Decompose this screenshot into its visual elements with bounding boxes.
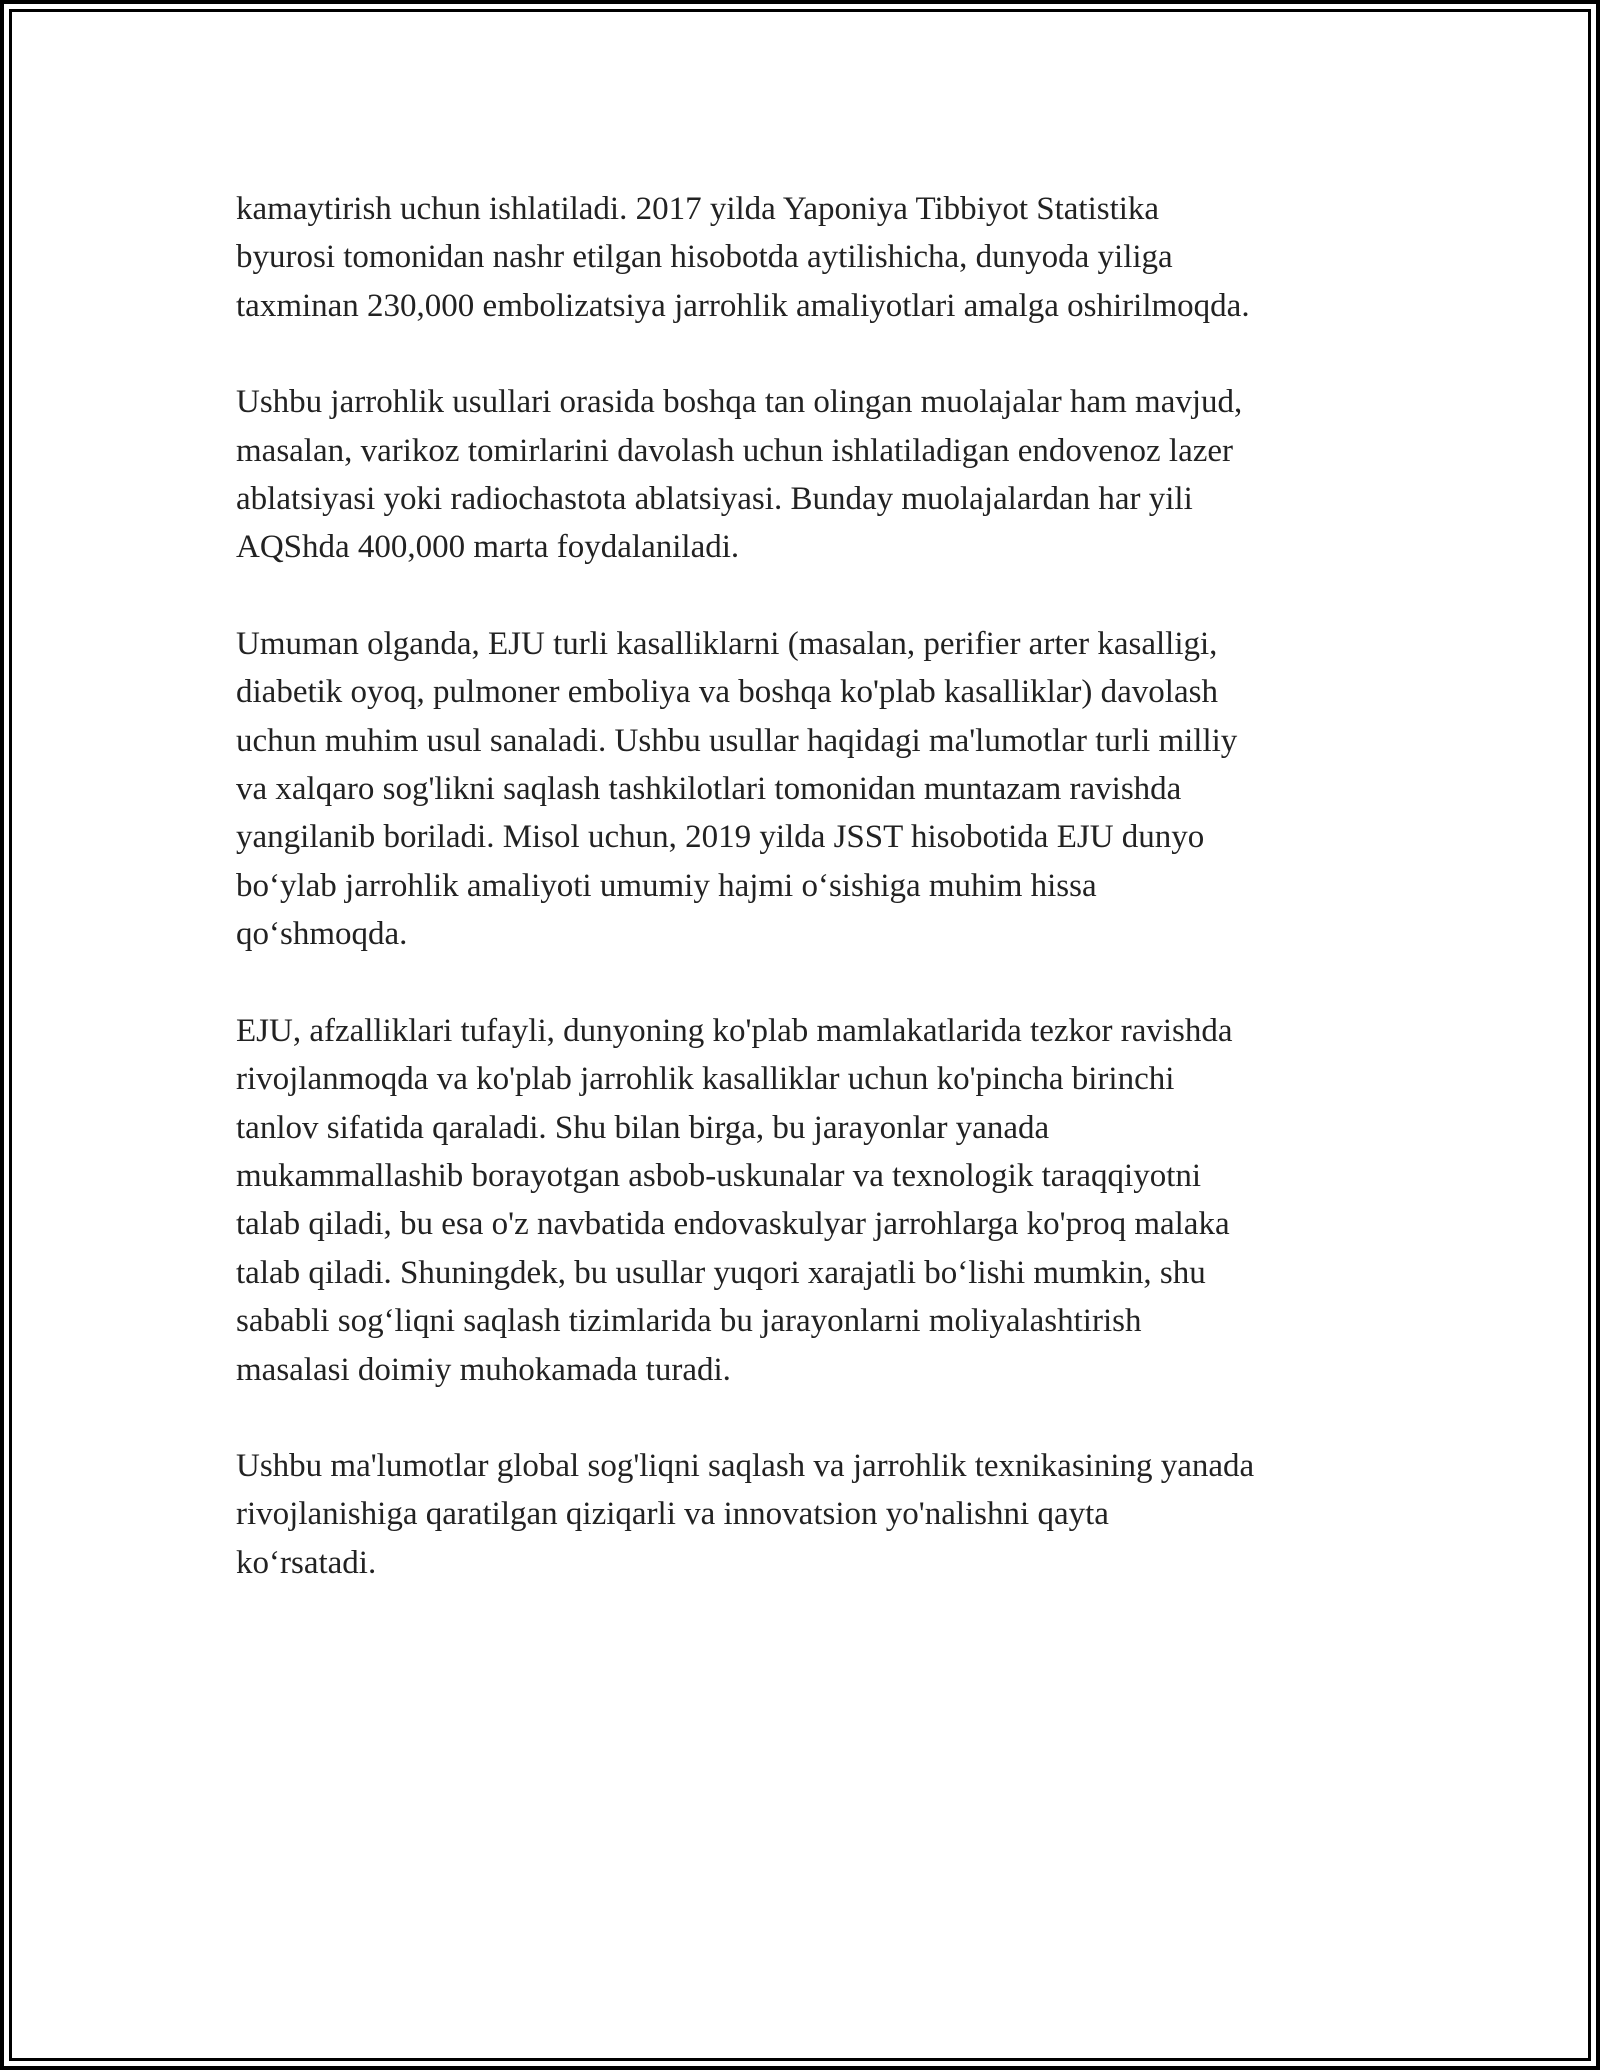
text-line: Umuman olganda, EJU turli kasalliklarni (masalan, perifier arter kasalligi, [236,625,1218,662]
text-line: byurosi tomonidan nashr etilgan hisobotda aytilishicha, dunyoda yiliga [236,239,1173,276]
text-line: uchun muhim usul sanaladi. Ushbu usullar haqidagi ma'lumotlar turli milliy [236,722,1238,759]
text-line: qo‘shmoqda. [236,916,408,953]
text-line: taxminan 230,000 embolizatsiya jarrohlik amaliyotlari amalga oshirilmoqda. [236,287,1250,324]
text-line: diabetik oyoq, pulmoner emboliya va boshqa ko'plab kasalliklar) davolash [236,674,1218,711]
text-line: masalan, varikoz tomirlarini davolash uchun ishlatiladigan endovenoz lazer [236,432,1233,469]
document-body [236,185,1396,1635]
text-line: va xalqaro sog'likni saqlash tashkilotlari tomonidan muntazam ravishda [236,771,1182,808]
text-line: kamaytirish uchun ishlatiladi. 2017 yilda Yaponiya Tibbiyot Statistika [236,191,1160,227]
text-line: ablatsiyasi yoki radiochastota ablatsiyasi. Bunday muolajalardan har yili [236,481,1193,518]
text-line: rivojlanmoqda va ko'plab jarrohlik kasalliklar uchun ko'pincha birinchi [236,1061,1175,1098]
text-line: EJU, afzalliklari tufayli, dunyoning ko'plab mamlakatlarida tezkor ravishda [236,1012,1233,1049]
text-line: bo‘ylab jarrohlik amaliyoti umumiy hajmi o‘sishiga muhim hissa [236,867,1097,904]
text-line: ko‘rsatadi. [236,1544,377,1581]
paragraph-4 [236,1007,1396,1394]
paragraph-5 [236,1442,1396,1587]
text-line: rivojlanishiga qaratilgan qiziqarli va innovatsion yo'nalishni qayta [236,1496,1109,1533]
text-line: talab qiladi, bu esa o'z navbatida endovaskulyar jarrohlarga ko'proq malaka [236,1206,1230,1243]
text-line: yangilanib boriladi. Misol uchun, 2019 yilda JSST hisobotida EJU dunyo [236,819,1205,856]
text-line: sababli sog‘liqni saqlash tizimlarida bu jarayonlarni moliyalashtirish [236,1303,1142,1340]
text-line: mukammallashib borayotgan asbob-uskunalar va texnologik taraqqiyotni [236,1157,1202,1194]
paragraph-3 [236,620,1396,959]
text-line: Ushbu ma'lumotlar global sog'liqni saqlash va jarrohlik texnikasining yanada [236,1447,1255,1484]
text-line: AQShda 400,000 marta foydalaniladi. [236,529,740,566]
paragraph-2 [236,378,1396,572]
paragraph-1 [236,185,1396,330]
text-line: talab qiladi. Shuningdek, bu usullar yuqori xarajatli bo‘lishi mumkin, shu [236,1254,1206,1291]
text-line: tanlov sifatida qaraladi. Shu bilan birga, bu jarayonlar yanada [236,1109,1050,1146]
text-line: Ushbu jarrohlik usullari orasida boshqa tan olingan muolajalar ham mavjud, [236,384,1243,421]
text-line: masalasi doimiy muhokamada turadi. [236,1351,731,1388]
